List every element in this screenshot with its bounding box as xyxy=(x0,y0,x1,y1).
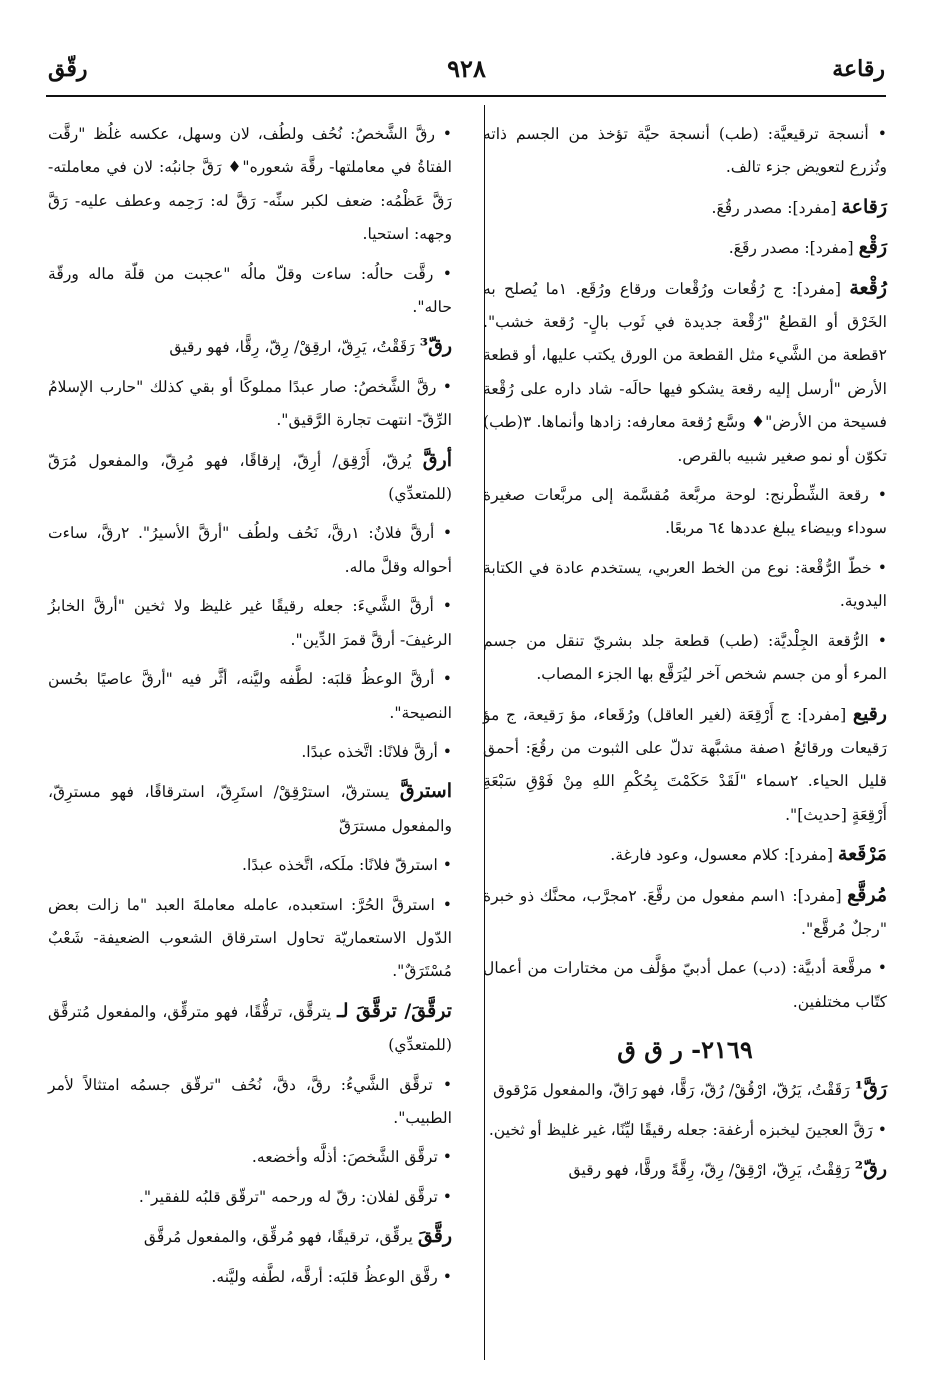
sense-item: • استرقَّ الحُرَّ: استعبده، عامله معاملةَ العبد "ما زالت بعض الدّول الاستعماريّة تحاول استرقاق الشعوب الضعيفة- شَعْبٌ مُسْتَرَقٌ". xyxy=(48,889,452,989)
dictionary-entry xyxy=(48,1220,452,1254)
entry-definition: [مفرد]: كلام معسول، وعود فارغة. xyxy=(610,846,833,865)
left-column xyxy=(48,118,452,1294)
entry-headword: رَقَّ¹ xyxy=(854,1078,887,1101)
dictionary-entry xyxy=(483,191,887,225)
sense-item: • ترقَّق لفلان: رقّ له ورحمه "ترقّق قلبُه للفقير". xyxy=(48,1181,452,1214)
page-header xyxy=(48,50,885,90)
entry-headword: أرقَّ xyxy=(422,448,452,471)
dictionary-entry xyxy=(483,231,887,265)
entry-headword: رقَّقَ xyxy=(417,1225,452,1248)
entry-definition: [مفرد]: ١اسم مفعول من رقَّعَ. ٢مجرَّب، محنَّك ذو خبرة "رجلٌ مُرقَّع". xyxy=(483,886,887,938)
sense-item: • أرقَّ الوعظُ قلبَه: لطَّفه وليَّنه، أثَّر فيه "أرقَّ عاصيًا بحُسن النصيحة". xyxy=(48,663,452,730)
entry-definition: يسترقّ، استرْقِقْ/ استَرِقّ، استرقاقًا، فهو مسترِقّ، والمفعول مسترَقّ xyxy=(48,783,452,835)
dictionary-entry xyxy=(483,879,887,947)
sense-item: • رقَّ الشَّخصُ: نُحُف ولطُف، لان وسهل، عكسه غلُظ "رقَّت الفتاةُ في معاملتها- رقَّة شعوره"♦ رَقَّ جانبُه: لان في معاملته- رَقَّ عَظْمُه: ضعف لكبر سنِّه- رَقَّ له: رَحِمه وعطف عليه- رَقَّ وجهه: استحيا. xyxy=(48,118,452,252)
sense-item: • مرقَّعة أدبيَّة: (دب) عمل أدبيّ مؤلَّف من مختارات من أعمال كتّاب مختلفين. xyxy=(483,952,887,1019)
sense-item: • استرقّ فلانًا: ملَكه، اتَّخذه عبدًا. xyxy=(48,849,452,882)
entry-headword: رُقْعة xyxy=(849,276,887,299)
entry-definition: [مفرد]: مصدر رقُعَ. xyxy=(711,198,837,217)
sense-item: • خطّ الرُّقْعة: نوع من الخط العربي، يستخدم عادة في الكتابة اليدوية. xyxy=(483,552,887,619)
entry-headword: ترقَّقَ/ ترقَّقَ لـ xyxy=(337,999,452,1022)
sense-item: • أنسجة ترقيعيَّة: (طب) أنسجة حيَّة تؤخذ من الجسم ذاته وتُزرع لتعويض جزء تالف. xyxy=(483,118,887,185)
sense-item: • أرقَّ الشَّيءَ: جعله رقيقًا غير غليظ ولا ثخين "أرقَّ الخابزُ الرغيفَ- أرقَّ قمرَ الدِّين". xyxy=(48,590,452,657)
sense-item: • رقَّت حالُه: ساءت وقلّ مالُه "عجبت من قلّة ماله ورقّة حاله". xyxy=(48,258,452,325)
entry-definition: يُرقّ، أَرْقِق/ أرِقّ، إرقاقًا، فهو مُرِقّ، والمفعول مُرَقّ (للمتعدِّي) xyxy=(48,451,452,504)
dictionary-entry xyxy=(48,330,452,364)
entry-headword: رقّ³ xyxy=(419,335,452,358)
entry-definition: [مفرد]: ج رُقُعات ورُقْعات ورقاع ورُقَع. ١ما يُصلح به الخَرْق أو القطعُ "رُقْعة جديدة في ثَوب بالٍ- رُقعة خشب". ٢قطعة من الشَّيء مثل القطعة من الورق يكتب عليها، أو قطعة الأرض "أرسل إليه رقعة يشكو فيها حالَه- شاد داره على رُقْعة فسيحة من الأرض"♦ وسَّع رُقعة معارفه: زادها وأنماها. ٣(طب) تكوّن أو نمو صغير شبيه بالقرص. xyxy=(483,279,887,465)
sense-item: • رقعة الشِّطْرنج: لوحة مربَّعة مُقسَّمة إلى مربَّعات صغيرة سوداء وبيضاء يبلغ عددها ٦٤ مربعًا. xyxy=(483,479,887,546)
sense-item: • أرقَّ فلانًا: اتَّخذه عبدًا. xyxy=(48,736,452,769)
entry-headword: استرقَّ xyxy=(399,780,452,803)
running-head-first-word: رقاعة xyxy=(832,56,885,82)
entry-definition: [مفرد]: ج أَرْقِعَة (لغير العاقل) ورُقَعاء، مؤ رَقيعة، ج مؤ رَقيعات ورقائعُ ١صفة مشبَّهة تدلّ على الثبوت من رقُعَ: أحمق قليل الحياء. ٢سماء "لَقَدْ حَكَمْتَ بِحُكْمِ اللهِ مِنْ فَوْقِ سَبْعَةِ أَرْقِعَةٍ [حديث]". xyxy=(483,705,887,824)
dictionary-entry xyxy=(48,444,452,512)
right-column xyxy=(483,118,887,1187)
dictionary-entry xyxy=(48,995,452,1063)
sense-item: • أرقَّ فلانٌ: ١رقَّ، نَحُف ولطُف "أرقَّ الأسيرُ". ٢رقَّ، ساءت أحواله وقلَّ ماله. xyxy=(48,517,452,584)
entry-definition: رَقَقْتُ، يَرُقّ، ارْقُقْ/ رُقّ، رَقًّا، فهو رَاقّ، والمفعول مَرْقوق xyxy=(493,1081,850,1100)
entry-headword: رَقْع xyxy=(858,236,887,259)
entry-headword: مُرقَّع xyxy=(847,883,888,906)
sense-item: • رقَّق الوعظُ قلبَه: أرقَّه، لطَّفه وليَّنه. xyxy=(48,1261,452,1294)
sense-item: • الرُّقعة الجِلْديَّة: (طب) قطعة جلد بشريّ تنقل من جسم المرء أو من جسم شخص آخر ليُرَقَّع بها الجزء المصاب. xyxy=(483,625,887,692)
header-rule xyxy=(46,95,886,97)
dictionary-entry xyxy=(483,838,887,872)
dictionary-entry xyxy=(483,272,887,473)
page-number: ٩٢٨ xyxy=(447,54,486,83)
dictionary-entry xyxy=(483,698,887,833)
entry-headword: رقيع xyxy=(852,702,887,725)
dictionary-entry xyxy=(483,1153,887,1187)
root-heading: ٢١٦٩- ر ق ق xyxy=(617,1035,753,1065)
entry-headword: رَقاعة xyxy=(841,195,887,218)
running-head-last-word: رقّق xyxy=(48,56,88,82)
entry-definition: [مفرد]: مصدر رقَعَ. xyxy=(728,239,854,258)
entry-definition: يرقِّق، ترقيقًا، فهو مُرقِّق، والمفعول مُرقَّق xyxy=(143,1228,413,1247)
dictionary-entry xyxy=(48,775,452,843)
sense-item: • ترقَّق الشَّخصَ: أذلَّه وأخضعه. xyxy=(48,1141,452,1174)
sense-item: • رَقَّ العجينَ ليخبزه أرغفة: جعله رقيقًا ليِّنًا، غير غليظ أو ثخين. xyxy=(483,1114,887,1147)
entry-definition: رَقِقْتُ، يَرِقّ، ارْقِقْ/ رِقّ، رِقَّةً ورقًّا، فهو رقيق xyxy=(568,1160,850,1179)
entry-headword: مَرْقَعة xyxy=(837,843,887,866)
entry-definition: رَقَقْتُ، يَرِقّ، ارقِقْ/ رِقّ، رِقًّا، فهو رقيق xyxy=(169,338,415,357)
sense-item: • ترقَّق الشَّيءُ: رقَّ، دقَّ، نُحُف "ترقّق جسمُه امتثالاً لأمر الطبيب". xyxy=(48,1069,452,1136)
sense-item: • رقَّ الشَّخصُ: صار عبدًا مملوكًا أو بقي كذلك "حارب الإسلامُ الرِّقّ- انتهت تجارة الرَّقيق". xyxy=(48,371,452,438)
entry-headword: رقّ² xyxy=(854,1157,887,1180)
dictionary-entry xyxy=(483,1073,887,1107)
entry-definition: يترقَّق، ترقُّقًا، فهو مترقِّق، والمفعول مُترقَّق (للمتعدِّي) xyxy=(48,1002,452,1055)
